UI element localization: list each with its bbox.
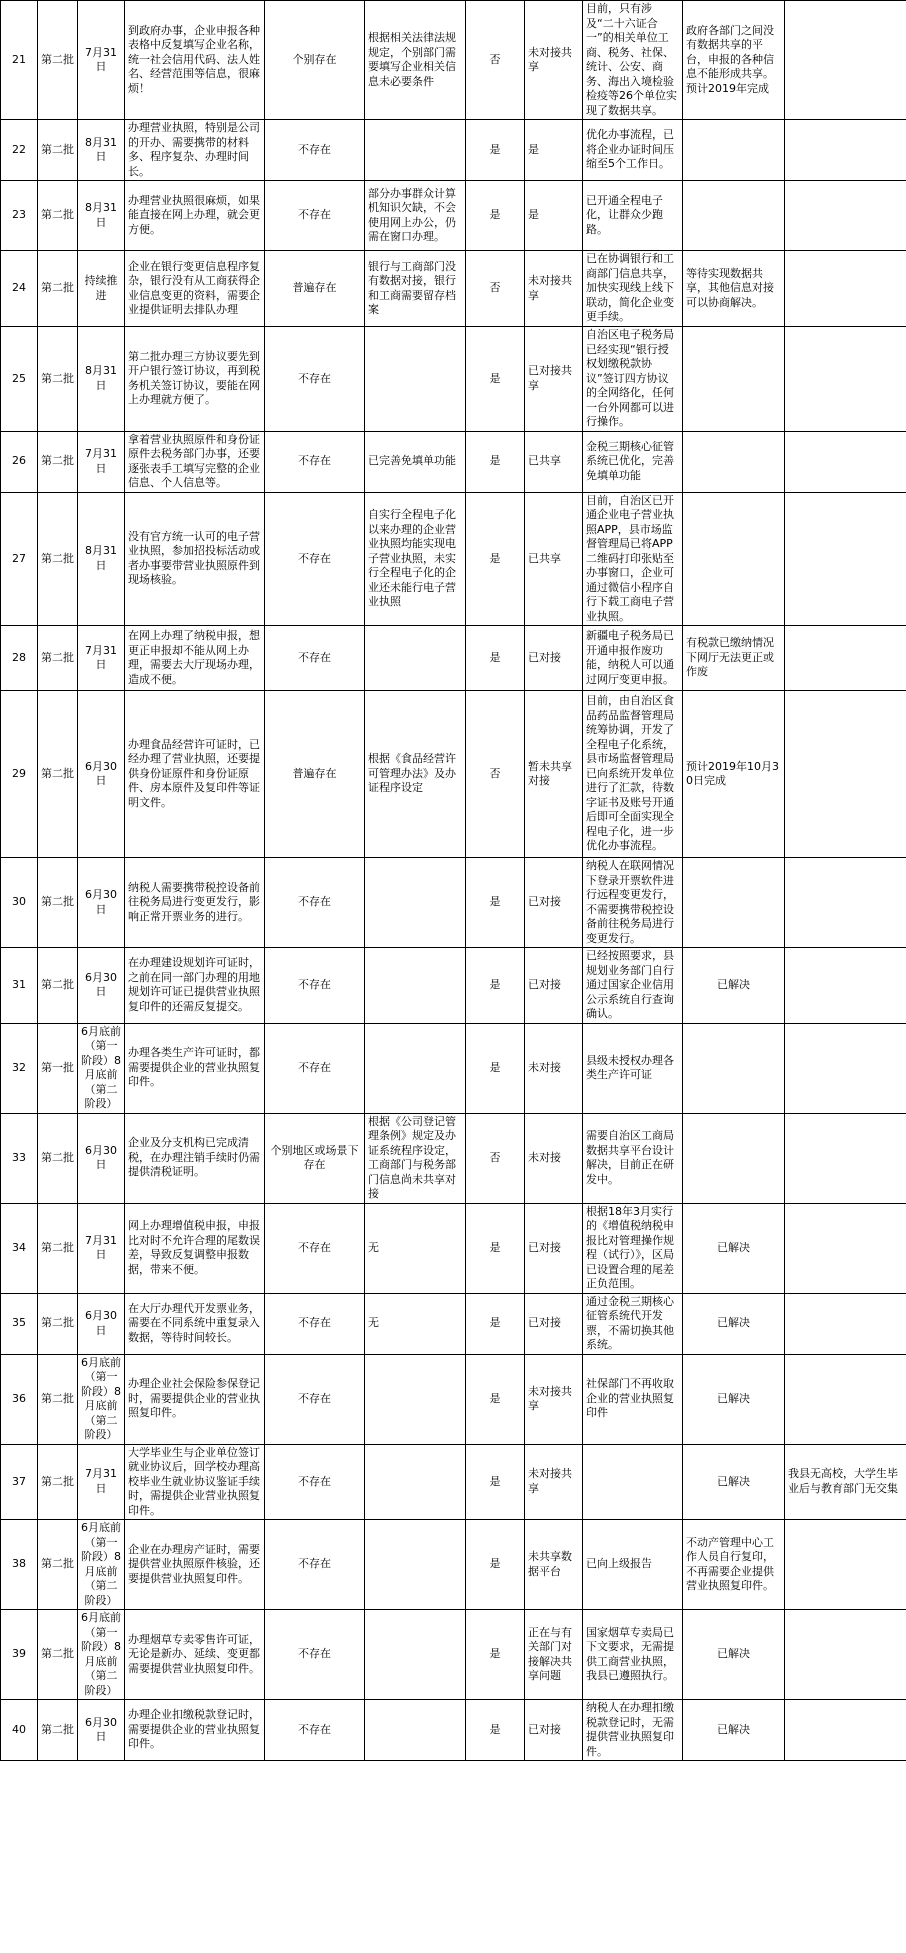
existence-cell: 不存在: [265, 948, 365, 1024]
row-number: 40: [1, 1700, 38, 1761]
row-number: 23: [1, 181, 38, 251]
existence-cell: 个别存在: [265, 1, 365, 120]
deadline-cell: 8月31日: [78, 181, 125, 251]
remark-cell: [785, 327, 906, 432]
basis-cell: 部分办事群众计算机知识欠缺，不会使用网上办公，仍需在窗口办理。: [365, 181, 466, 251]
rectify-cell: 是: [466, 858, 525, 948]
deadline-cell: 8月31日: [78, 120, 125, 181]
remark-cell: [785, 948, 906, 1024]
plan-cell: 已解决: [683, 1203, 785, 1293]
plan-cell: 已解决: [683, 1610, 785, 1700]
issue-cell: 办理食品经营许可证时，已经办理了营业执照，还要提供身份证原件和身份证原件、房本原件及复印件等证明文件。: [125, 691, 265, 858]
share-status-cell: 未对接: [525, 1023, 583, 1113]
issue-cell: 网上办理增值税申报，申报比对时不允许合理的尾数误差，导致反复调整申报数据，带来不便。: [125, 1203, 265, 1293]
existence-cell: 个别地区或场景下存在: [265, 1113, 365, 1203]
basis-cell: [365, 858, 466, 948]
basis-cell: [365, 1354, 466, 1444]
share-status-cell: 已共享: [525, 492, 583, 626]
basis-cell: 根据《食品经营许可管理办法》及办证程序设定: [365, 691, 466, 858]
issue-cell: 纳税人需要携带税控设备前往税务局进行变更发行，影响正常开票业务的进行。: [125, 858, 265, 948]
basis-cell: [365, 1610, 466, 1700]
progress-cell: 目前，只有涉及“二十六证合一”的相关单位工商、税务、社保、统计、公安、商务、海出入境检验检疫等26个单位实现了数据共享。: [583, 1, 683, 120]
row-number: 39: [1, 1610, 38, 1700]
remark-cell: [785, 1113, 906, 1203]
table-row: [1, 1610, 906, 1700]
existence-cell: 不存在: [265, 1700, 365, 1761]
issue-cell: 企业在办理房产证时，需要提供营业执照原件核验，还要提供营业执照复印件。: [125, 1520, 265, 1610]
existence-cell: 不存在: [265, 626, 365, 691]
issue-cell: 第二批办理三方协议要先到开户银行签订协议，再到税务机关签订协议，要能在网上办理就方便了。: [125, 327, 265, 432]
rectify-cell: 是: [466, 327, 525, 432]
share-status-cell: 未对接: [525, 1113, 583, 1203]
batch-cell: 第二批: [38, 251, 78, 327]
existence-cell: 不存在: [265, 327, 365, 432]
remark-cell: [785, 858, 906, 948]
plan-cell: [683, 120, 785, 181]
deadline-cell: 7月31日: [78, 1, 125, 120]
progress-cell: 目前，由自治区食品药品监督管理局统筹协调，开发了全程电子化系统，县市场监督管理局已向系统开发单位进行了汇款，待数字证书及账号开通后即可全面实现全程电子化，进一步优化办事流程。: [583, 691, 683, 858]
plan-cell: [683, 492, 785, 626]
batch-cell: 第二批: [38, 858, 78, 948]
deadline-cell: 6月30日: [78, 1113, 125, 1203]
table-row: [1, 431, 906, 492]
table-row: [1, 251, 906, 327]
table-row: [1, 948, 906, 1024]
deadline-cell: 6月30日: [78, 948, 125, 1024]
existence-cell: 不存在: [265, 181, 365, 251]
issue-cell: 企业及分支机构已完成清税，在办理注销手续时仍需提供清税证明。: [125, 1113, 265, 1203]
share-status-cell: 正在与有关部门对接解决共享问题: [525, 1610, 583, 1700]
basis-cell: [365, 626, 466, 691]
rectify-cell: 是: [466, 120, 525, 181]
row-number: 21: [1, 1, 38, 120]
rectify-cell: 否: [466, 1113, 525, 1203]
share-status-cell: 是: [525, 120, 583, 181]
deadline-cell: 7月31日: [78, 1203, 125, 1293]
progress-cell: 纳税人在联网情况下登录开票软件进行远程变更发行，不需要携带税控设备前往税务局进行变更发行。: [583, 858, 683, 948]
remark-cell: [785, 1293, 906, 1354]
progress-cell: 优化办事流程，已将企业办证时间压缩至5个工作日。: [583, 120, 683, 181]
rectify-cell: 是: [466, 1610, 525, 1700]
existence-cell: 普遍存在: [265, 251, 365, 327]
plan-cell: 已解决: [683, 1700, 785, 1761]
progress-cell: 纳税人在办理扣缴税款登记时，无需提供营业执照复印件。: [583, 1700, 683, 1761]
basis-cell: 根据相关法律法规规定，个别部门需要填写企业相关信息未必要条件: [365, 1, 466, 120]
progress-cell: 根据18年3月实行的《增值税纳税申报比对管理操作规程（试行）》，区局已设置合理的尾差正负范围。: [583, 1203, 683, 1293]
plan-cell: 有税款已缴纳情况下网厅无法更正或作废: [683, 626, 785, 691]
plan-cell: 预计2019年10月30日完成: [683, 691, 785, 858]
rectify-cell: 是: [466, 1444, 525, 1520]
progress-cell: 金税三期核心征管系统已优化，完善免填单功能: [583, 431, 683, 492]
remark-cell: [785, 1023, 906, 1113]
issue-cell: 办理企业扣缴税款登记时，需要提供企业的营业执照复印件。: [125, 1700, 265, 1761]
share-status-cell: 已对接: [525, 626, 583, 691]
issue-cell: 办理企业社会保险参保登记时，需要提供企业的营业执照复印件。: [125, 1354, 265, 1444]
rectify-cell: 是: [466, 1520, 525, 1610]
deadline-cell: 持续推进: [78, 251, 125, 327]
existence-cell: 不存在: [265, 431, 365, 492]
batch-cell: 第二批: [38, 492, 78, 626]
batch-cell: 第二批: [38, 626, 78, 691]
deadline-cell: 6月底前（第一阶段）8月底前（第二阶段）: [78, 1023, 125, 1113]
remark-cell: [785, 626, 906, 691]
progress-cell: 已开通全程电子化，让群众少跑路。: [583, 181, 683, 251]
plan-cell: 已解决: [683, 1444, 785, 1520]
share-status-cell: 已对接共享: [525, 327, 583, 432]
remark-cell: 我县无高校，大学生毕业后与教育部门无交集: [785, 1444, 906, 1520]
table-row: [1, 1354, 906, 1444]
issue-cell: 办理各类生产许可证时，都需要提供企业的营业执照复印件。: [125, 1023, 265, 1113]
share-status-cell: 已对接: [525, 1700, 583, 1761]
basis-cell: 自实行全程电子化以来办理的企业营业执照均能实现电子营业执照，未实行全程电子化的企业还未能行电子营业执照: [365, 492, 466, 626]
progress-cell: 已在协调银行和工商部门信息共享，加快实现线上线下联动，简化企业变更手续。: [583, 251, 683, 327]
issue-cell: 到政府办事，企业申报各种表格中反复填写企业名称，统一社会信用代码、法人姓名、经营范围等信息，很麻烦！: [125, 1, 265, 120]
basis-cell: 根据《公司登记管理条例》规定及办证系统程序设定，工商部门与税务部门信息尚未共享对接: [365, 1113, 466, 1203]
deadline-cell: 6月30日: [78, 858, 125, 948]
progress-cell: 目前，自治区已开通企业电子营业执照APP，县市场监督管理局已将APP二维码打印张贴至办事窗口，企业可通过微信小程序自行下载工商电子营业执照。: [583, 492, 683, 626]
progress-cell: 新疆电子税务局已开通申报作废功能，纳税人可以通过网厅变更申报。: [583, 626, 683, 691]
share-status-cell: 是: [525, 181, 583, 251]
basis-cell: 已完善免填单功能: [365, 431, 466, 492]
progress-cell: 国家烟草专卖局已下文要求，无需提供工商营业执照，我县已遵照执行。: [583, 1610, 683, 1700]
plan-cell: 已解决: [683, 948, 785, 1024]
deadline-cell: 6月底前（第一阶段）8月底前（第二阶段）: [78, 1520, 125, 1610]
remark-cell: [785, 1610, 906, 1700]
table-row: [1, 120, 906, 181]
progress-cell: [583, 1444, 683, 1520]
row-number: 25: [1, 327, 38, 432]
basis-cell: [365, 948, 466, 1024]
row-number: 38: [1, 1520, 38, 1610]
basis-cell: 无: [365, 1203, 466, 1293]
plan-cell: [683, 181, 785, 251]
batch-cell: 第二批: [38, 1610, 78, 1700]
share-status-cell: 未共享数据平台: [525, 1520, 583, 1610]
row-number: 30: [1, 858, 38, 948]
basis-cell: [365, 1520, 466, 1610]
issue-cell: 办理营业执照很麻烦，如果能直接在网上办理，就会更方便。: [125, 181, 265, 251]
issue-cell: 企业在银行变更信息程序复杂，银行没有从工商获得企业信息变更的资料，需要企业提供证明去排队办理: [125, 251, 265, 327]
remark-cell: [785, 1354, 906, 1444]
basis-cell: [365, 1023, 466, 1113]
existence-cell: 不存在: [265, 858, 365, 948]
rectify-cell: 否: [466, 251, 525, 327]
batch-cell: 第二批: [38, 431, 78, 492]
batch-cell: 第二批: [38, 948, 78, 1024]
progress-cell: 需要自治区工商局数据共享平台设计解决，目前正在研发中。: [583, 1113, 683, 1203]
row-number: 37: [1, 1444, 38, 1520]
progress-cell: 已经按照要求，县规划业务部门自行通过国家企业信用公示系统自行查询确认。: [583, 948, 683, 1024]
table-row: [1, 1, 906, 120]
share-status-cell: 未对接共享: [525, 251, 583, 327]
issue-cell: 在大厅办理代开发票业务，需要在不同系统中重复录入数据，等待时间较长。: [125, 1293, 265, 1354]
rectify-cell: 是: [466, 1203, 525, 1293]
share-status-cell: 已对接: [525, 858, 583, 948]
rectify-cell: 是: [466, 1700, 525, 1761]
batch-cell: 第二批: [38, 1, 78, 120]
rectify-cell: 是: [466, 626, 525, 691]
batch-cell: 第二批: [38, 1520, 78, 1610]
batch-cell: 第一批: [38, 1023, 78, 1113]
table-row: [1, 1444, 906, 1520]
remark-cell: [785, 181, 906, 251]
share-status-cell: 已对接: [525, 1293, 583, 1354]
row-number: 33: [1, 1113, 38, 1203]
remark-cell: [785, 251, 906, 327]
deadline-cell: 6月30日: [78, 691, 125, 858]
existence-cell: 不存在: [265, 1520, 365, 1610]
batch-cell: 第二批: [38, 1354, 78, 1444]
basis-cell: [365, 1700, 466, 1761]
table-row: [1, 858, 906, 948]
row-number: 32: [1, 1023, 38, 1113]
remark-cell: [785, 120, 906, 181]
share-status-cell: 已对接: [525, 1203, 583, 1293]
progress-cell: 县级未授权办理各类生产许可证: [583, 1023, 683, 1113]
batch-cell: 第二批: [38, 1444, 78, 1520]
deadline-cell: 7月31日: [78, 431, 125, 492]
batch-cell: 第二批: [38, 1700, 78, 1761]
rectify-cell: 否: [466, 1, 525, 120]
rectify-cell: 是: [466, 1023, 525, 1113]
remark-cell: [785, 1, 906, 120]
existence-cell: 不存在: [265, 1444, 365, 1520]
progress-cell: 社保部门不再收取企业的营业执照复印件: [583, 1354, 683, 1444]
remark-cell: [785, 1700, 906, 1761]
batch-cell: 第二批: [38, 1293, 78, 1354]
row-number: 36: [1, 1354, 38, 1444]
table-row: [1, 181, 906, 251]
issue-cell: 大学毕业生与企业单位签订就业协议后，回学校办理高校毕业生就业协议鉴证手续时，需提供企业营业执照复印件。: [125, 1444, 265, 1520]
table-row: [1, 1113, 906, 1203]
table-row: [1, 1293, 906, 1354]
existence-cell: 普遍存在: [265, 691, 365, 858]
rectify-cell: 是: [466, 181, 525, 251]
progress-cell: 已向上级报告: [583, 1520, 683, 1610]
table-row: [1, 327, 906, 432]
row-number: 22: [1, 120, 38, 181]
existence-cell: 不存在: [265, 120, 365, 181]
batch-cell: 第二批: [38, 1203, 78, 1293]
plan-cell: [683, 1023, 785, 1113]
deadline-cell: 6月底前（第一阶段）8月底前（第二阶段）: [78, 1354, 125, 1444]
deadline-cell: 6月底前（第一阶段）8月底前（第二阶段）: [78, 1610, 125, 1700]
table-row: [1, 1023, 906, 1113]
plan-cell: [683, 327, 785, 432]
plan-cell: [683, 858, 785, 948]
row-number: 34: [1, 1203, 38, 1293]
basis-cell: 无: [365, 1293, 466, 1354]
row-number: 29: [1, 691, 38, 858]
share-status-cell: 已共享: [525, 431, 583, 492]
existence-cell: 不存在: [265, 1610, 365, 1700]
table-row: [1, 1203, 906, 1293]
share-status-cell: 暂未共享对接: [525, 691, 583, 858]
basis-cell: 银行与工商部门没有数据对接，银行和工商需要留存档案: [365, 251, 466, 327]
basis-cell: [365, 120, 466, 181]
table-row: [1, 492, 906, 626]
batch-cell: 第二批: [38, 1113, 78, 1203]
issue-cell: 拿着营业执照原件和身份证原件去税务部门办事，还要逐张表手工填写完整的企业信息、个人信息等。: [125, 431, 265, 492]
plan-cell: [683, 431, 785, 492]
table-row: [1, 626, 906, 691]
row-number: 28: [1, 626, 38, 691]
rectify-cell: 否: [466, 691, 525, 858]
deadline-cell: 8月31日: [78, 327, 125, 432]
plan-cell: 不动产管理中心工作人员自行复印，不再需要企业提供营业执照复印件。: [683, 1520, 785, 1610]
remark-cell: [785, 1520, 906, 1610]
batch-cell: 第二批: [38, 327, 78, 432]
plan-cell: 已解决: [683, 1354, 785, 1444]
batch-cell: 第二批: [38, 120, 78, 181]
existence-cell: 不存在: [265, 1203, 365, 1293]
rectify-cell: 是: [466, 948, 525, 1024]
issue-cell: 办理烟草专卖零售许可证，无论是新办、延续、变更都需要提供营业执照复印件。: [125, 1610, 265, 1700]
plan-cell: [683, 1113, 785, 1203]
issue-cell: 办理营业执照，特别是公司的开办、需要携带的材料多、程序复杂、办理时间长。: [125, 120, 265, 181]
remark-cell: [785, 1203, 906, 1293]
share-status-cell: 未对接共享: [525, 1354, 583, 1444]
rectify-cell: 是: [466, 431, 525, 492]
existence-cell: 不存在: [265, 1293, 365, 1354]
issue-cell: 在网上办理了纳税申报，想更正申报却不能从网上办理，需要去大厅现场办理，造成不便。: [125, 626, 265, 691]
table-row: [1, 1700, 906, 1761]
deadline-cell: 7月31日: [78, 626, 125, 691]
rectify-cell: 是: [466, 492, 525, 626]
issue-cell: 在办理建设规划许可证时，之前在同一部门办理的用地规划许可证已提供营业执照复印件的还需反复提交。: [125, 948, 265, 1024]
deadline-cell: 7月31日: [78, 1444, 125, 1520]
existence-cell: 不存在: [265, 1354, 365, 1444]
row-number: 27: [1, 492, 38, 626]
progress-cell: 自治区电子税务局已经实现“银行授权划缴税款协议”签订四方协议的全网络化，任何一台外网都可以进行操作。: [583, 327, 683, 432]
existence-cell: 不存在: [265, 492, 365, 626]
progress-cell: 通过金税三期核心征管系统代开发票，不需切换其他系统。: [583, 1293, 683, 1354]
rectify-cell: 是: [466, 1354, 525, 1444]
deadline-cell: 8月31日: [78, 492, 125, 626]
table-row: [1, 691, 906, 858]
row-number: 31: [1, 948, 38, 1024]
batch-cell: 第二批: [38, 691, 78, 858]
basis-cell: [365, 327, 466, 432]
plan-cell: 已解决: [683, 1293, 785, 1354]
share-status-cell: 已对接: [525, 948, 583, 1024]
issue-cell: 没有官方统一认可的电子营业执照，参加招投标活动或者办事要带营业执照原件到现场核验。: [125, 492, 265, 626]
row-number: 24: [1, 251, 38, 327]
share-status-cell: 未对接共享: [525, 1444, 583, 1520]
remark-cell: [785, 431, 906, 492]
deadline-cell: 6月30日: [78, 1293, 125, 1354]
remark-cell: [785, 492, 906, 626]
row-number: 35: [1, 1293, 38, 1354]
table-row: [1, 1520, 906, 1610]
rectify-cell: 是: [466, 1293, 525, 1354]
basis-cell: [365, 1444, 466, 1520]
batch-cell: 第二批: [38, 181, 78, 251]
row-number: 26: [1, 431, 38, 492]
remark-cell: [785, 691, 906, 858]
deadline-cell: 6月30日: [78, 1700, 125, 1761]
plan-cell: 政府各部门之间没有数据共享的平台，申报的各种信息不能形成共享。预计2019年完成: [683, 1, 785, 120]
share-status-cell: 未对接共享: [525, 1, 583, 120]
existence-cell: 不存在: [265, 1023, 365, 1113]
plan-cell: 等待实现数据共享，其他信息对接可以协商解决。: [683, 251, 785, 327]
